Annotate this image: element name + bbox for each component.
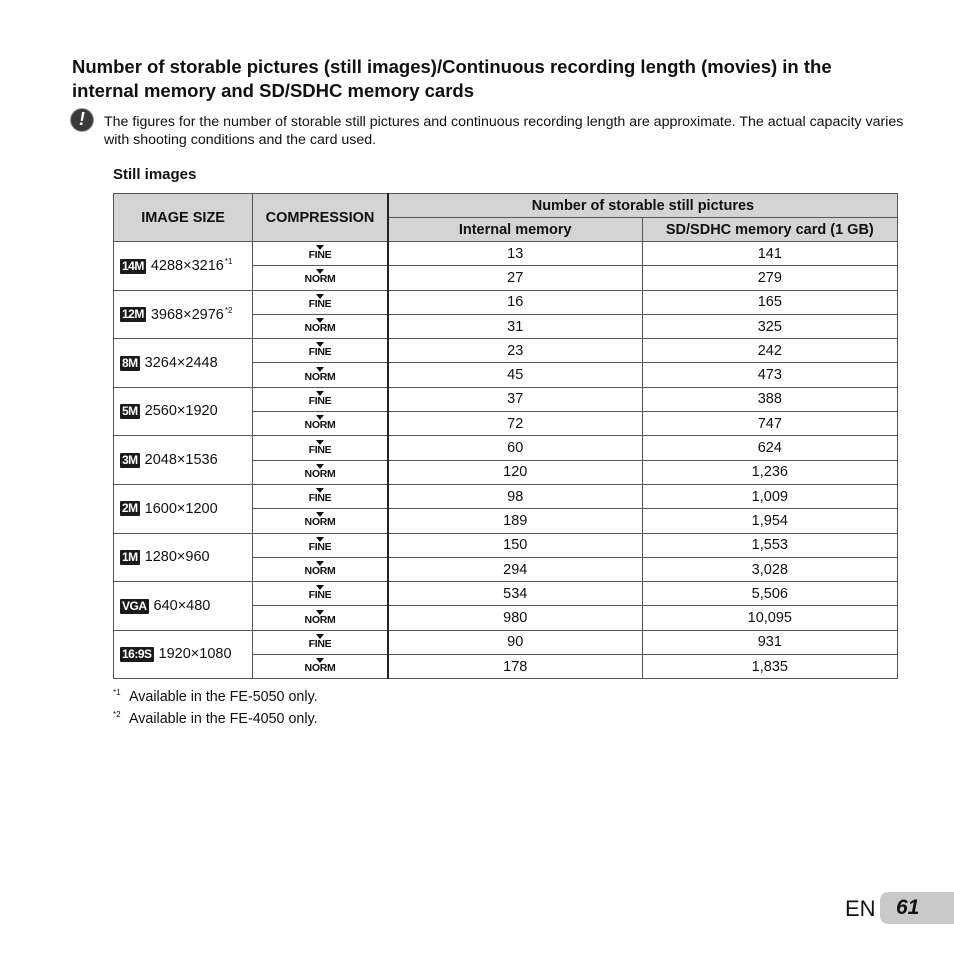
header-internal-memory: Internal memory bbox=[388, 218, 642, 242]
internal-memory-value: 45 bbox=[388, 363, 642, 387]
compression-fine-icon bbox=[309, 488, 332, 503]
compression-cell bbox=[253, 557, 388, 581]
table-row bbox=[114, 387, 898, 411]
image-size-icon: VGA bbox=[122, 598, 147, 613]
header-storable-group: Number of storable still pictures bbox=[388, 194, 898, 218]
footnote-1 bbox=[113, 684, 318, 706]
internal-memory-value: 27 bbox=[388, 266, 642, 290]
footnote-2 bbox=[113, 706, 318, 728]
table-row bbox=[114, 630, 898, 654]
table-row bbox=[114, 290, 898, 314]
header-compression: COMPRESSION bbox=[253, 194, 388, 242]
image-size-value: 1280×960 bbox=[144, 549, 210, 566]
image-size-value: 2048×1536 bbox=[144, 452, 218, 469]
compression-label: FINE bbox=[308, 346, 332, 359]
image-size-cell bbox=[114, 582, 253, 631]
compression-cell bbox=[253, 655, 388, 679]
header-image-size: IMAGE SIZE bbox=[114, 194, 253, 242]
internal-memory-value: 31 bbox=[388, 314, 642, 338]
sd-card-value: 3,028 bbox=[642, 557, 897, 581]
image-size-value: 3968×2976 bbox=[150, 306, 224, 323]
compression-label: NORM bbox=[304, 662, 336, 675]
arrow-down-icon bbox=[316, 537, 324, 542]
compression-cell bbox=[253, 484, 388, 508]
internal-memory-value: 294 bbox=[388, 557, 642, 581]
caution-icon: ! bbox=[70, 108, 94, 132]
arrow-down-icon bbox=[316, 512, 324, 517]
sd-card-value: 1,835 bbox=[642, 655, 897, 679]
compression-normal-icon bbox=[305, 512, 336, 527]
image-size-cell bbox=[114, 630, 253, 679]
compression-cell bbox=[253, 460, 388, 484]
internal-memory-value: 72 bbox=[388, 412, 642, 436]
image-size-icon: 3M bbox=[122, 452, 138, 467]
sd-card-value: 931 bbox=[642, 630, 897, 654]
internal-memory-value: 189 bbox=[388, 509, 642, 533]
image-size-cell bbox=[114, 436, 253, 485]
internal-memory-value: 980 bbox=[388, 606, 642, 630]
internal-memory-value: 60 bbox=[388, 436, 642, 460]
image-size-value: 3264×2448 bbox=[144, 355, 218, 372]
table-row bbox=[114, 436, 898, 460]
compression-label: FINE bbox=[308, 637, 332, 650]
image-size-icon: 16:9S bbox=[122, 647, 152, 662]
sd-card-value: 747 bbox=[642, 412, 897, 436]
sd-card-value: 1,236 bbox=[642, 460, 897, 484]
compression-fine-icon bbox=[309, 391, 332, 406]
compression-fine-icon bbox=[309, 342, 332, 357]
image-size-icon: 8M bbox=[122, 355, 138, 370]
table-body bbox=[114, 242, 898, 679]
image-size-cell bbox=[114, 387, 253, 436]
sd-card-value: 279 bbox=[642, 266, 897, 290]
sd-card-value: 1,009 bbox=[642, 484, 897, 508]
compression-label: NORM bbox=[304, 467, 336, 480]
compression-cell bbox=[253, 533, 388, 557]
image-size-value: 640×480 bbox=[153, 598, 211, 615]
sd-card-value: 325 bbox=[642, 314, 897, 338]
arrow-down-icon bbox=[316, 342, 324, 347]
compression-normal-icon bbox=[305, 610, 336, 625]
arrow-down-icon bbox=[316, 658, 324, 663]
image-size-value: 1920×1080 bbox=[158, 646, 232, 663]
arrow-down-icon bbox=[316, 488, 324, 493]
compression-normal-icon bbox=[305, 658, 336, 673]
footnote-text: Available in the FE-5050 only. bbox=[129, 688, 318, 705]
arrow-down-icon bbox=[316, 585, 324, 590]
compression-cell bbox=[253, 509, 388, 533]
internal-memory-value: 37 bbox=[388, 387, 642, 411]
compression-label: FINE bbox=[308, 249, 332, 262]
header-sd-card: SD/SDHC memory card (1 GB) bbox=[642, 218, 897, 242]
table-row bbox=[114, 242, 898, 266]
arrow-down-icon bbox=[316, 367, 324, 372]
compression-label: FINE bbox=[308, 589, 332, 602]
compression-cell bbox=[253, 242, 388, 266]
compression-normal-icon bbox=[305, 561, 336, 576]
internal-memory-value: 23 bbox=[388, 339, 642, 363]
compression-label: NORM bbox=[304, 419, 336, 432]
image-size-icon: 1M bbox=[122, 549, 138, 564]
image-size-icon: 14M bbox=[122, 258, 144, 273]
compression-label: NORM bbox=[304, 516, 336, 529]
image-size-icon: 2M bbox=[122, 501, 138, 516]
compression-cell bbox=[253, 630, 388, 654]
sd-card-value: 624 bbox=[642, 436, 897, 460]
compression-cell bbox=[253, 606, 388, 630]
table-row bbox=[114, 533, 898, 557]
image-size-value: 4288×3216 bbox=[150, 258, 224, 275]
table-row bbox=[114, 484, 898, 508]
compression-normal-icon bbox=[305, 269, 336, 284]
compression-label: NORM bbox=[304, 322, 336, 335]
arrow-down-icon bbox=[316, 318, 324, 323]
internal-memory-value: 534 bbox=[388, 582, 642, 606]
compression-cell bbox=[253, 582, 388, 606]
arrow-down-icon bbox=[316, 391, 324, 396]
image-size-cell bbox=[114, 242, 253, 291]
compression-cell bbox=[253, 363, 388, 387]
sd-card-value: 242 bbox=[642, 339, 897, 363]
image-size-value: 1600×1200 bbox=[144, 500, 218, 517]
sd-card-value: 388 bbox=[642, 387, 897, 411]
internal-memory-value: 178 bbox=[388, 655, 642, 679]
page-title: Number of storable pictures (still images)/Continuous recording length (movies) in the internal memory and SD/SDHC memory cards bbox=[72, 56, 832, 101]
compression-cell bbox=[253, 314, 388, 338]
sd-card-value: 1,954 bbox=[642, 509, 897, 533]
image-size-cell bbox=[114, 484, 253, 533]
internal-memory-value: 150 bbox=[388, 533, 642, 557]
arrow-down-icon bbox=[316, 464, 324, 469]
compression-cell bbox=[253, 412, 388, 436]
compression-cell bbox=[253, 436, 388, 460]
internal-memory-value: 16 bbox=[388, 290, 642, 314]
compression-label: FINE bbox=[308, 443, 332, 456]
arrow-down-icon bbox=[316, 440, 324, 445]
footnote-mark: *2 bbox=[113, 710, 121, 720]
image-size-cell bbox=[114, 339, 253, 388]
internal-memory-value: 98 bbox=[388, 484, 642, 508]
compression-fine-icon bbox=[309, 294, 332, 309]
sd-card-value: 10,095 bbox=[642, 606, 897, 630]
compression-fine-icon bbox=[309, 585, 332, 600]
internal-memory-value: 120 bbox=[388, 460, 642, 484]
sd-card-value: 141 bbox=[642, 242, 897, 266]
compression-label: FINE bbox=[308, 540, 332, 553]
footnote-ref: *1 bbox=[224, 257, 233, 267]
image-size-cell bbox=[114, 290, 253, 339]
internal-memory-value: 13 bbox=[388, 242, 642, 266]
footnote-ref: *2 bbox=[224, 305, 233, 315]
compression-label: FINE bbox=[308, 492, 332, 505]
compression-fine-icon bbox=[309, 634, 332, 649]
compression-label: NORM bbox=[304, 370, 336, 383]
image-size-value: 2560×1920 bbox=[144, 403, 218, 420]
compression-normal-icon bbox=[305, 415, 336, 430]
sd-card-value: 473 bbox=[642, 363, 897, 387]
footnotes bbox=[113, 684, 318, 729]
compression-fine-icon bbox=[309, 440, 332, 455]
page-number: 61 bbox=[880, 892, 954, 924]
compression-cell bbox=[253, 387, 388, 411]
note-text: The figures for the number of storable still pictures and continuous recording length are approximate. The actual capacity varies with shooting conditions and the card used. bbox=[104, 114, 904, 148]
sd-card-value: 1,553 bbox=[642, 533, 897, 557]
footnote-text: Available in the FE-4050 only. bbox=[129, 711, 318, 728]
image-size-cell bbox=[114, 533, 253, 582]
compression-normal-icon bbox=[305, 318, 336, 333]
compression-fine-icon bbox=[309, 245, 332, 260]
arrow-down-icon bbox=[316, 415, 324, 420]
compression-normal-icon bbox=[305, 464, 336, 479]
compression-cell bbox=[253, 339, 388, 363]
compression-cell bbox=[253, 266, 388, 290]
arrow-down-icon bbox=[316, 294, 324, 299]
compression-fine-icon bbox=[309, 537, 332, 552]
arrow-down-icon bbox=[316, 561, 324, 566]
table-row bbox=[114, 339, 898, 363]
compression-label: NORM bbox=[304, 613, 336, 626]
compression-label: NORM bbox=[304, 273, 336, 286]
image-size-icon: 5M bbox=[122, 404, 138, 419]
compression-label: NORM bbox=[304, 565, 336, 577]
sd-card-value: 5,506 bbox=[642, 582, 897, 606]
arrow-down-icon bbox=[316, 245, 324, 250]
compression-cell bbox=[253, 290, 388, 314]
page-language: EN bbox=[845, 896, 876, 921]
image-size-icon: 12M bbox=[122, 307, 144, 322]
storable-pictures-table bbox=[113, 193, 898, 679]
footnote-mark: *1 bbox=[113, 688, 121, 697]
arrow-down-icon bbox=[316, 610, 324, 615]
compression-label: FINE bbox=[308, 394, 332, 407]
sd-card-value: 165 bbox=[642, 290, 897, 314]
arrow-down-icon bbox=[316, 269, 324, 274]
internal-memory-value: 90 bbox=[388, 630, 642, 654]
arrow-down-icon bbox=[316, 634, 324, 639]
table-row bbox=[114, 582, 898, 606]
section-title: Still images bbox=[113, 166, 197, 183]
compression-normal-icon bbox=[305, 367, 336, 382]
compression-label: FINE bbox=[308, 297, 332, 310]
